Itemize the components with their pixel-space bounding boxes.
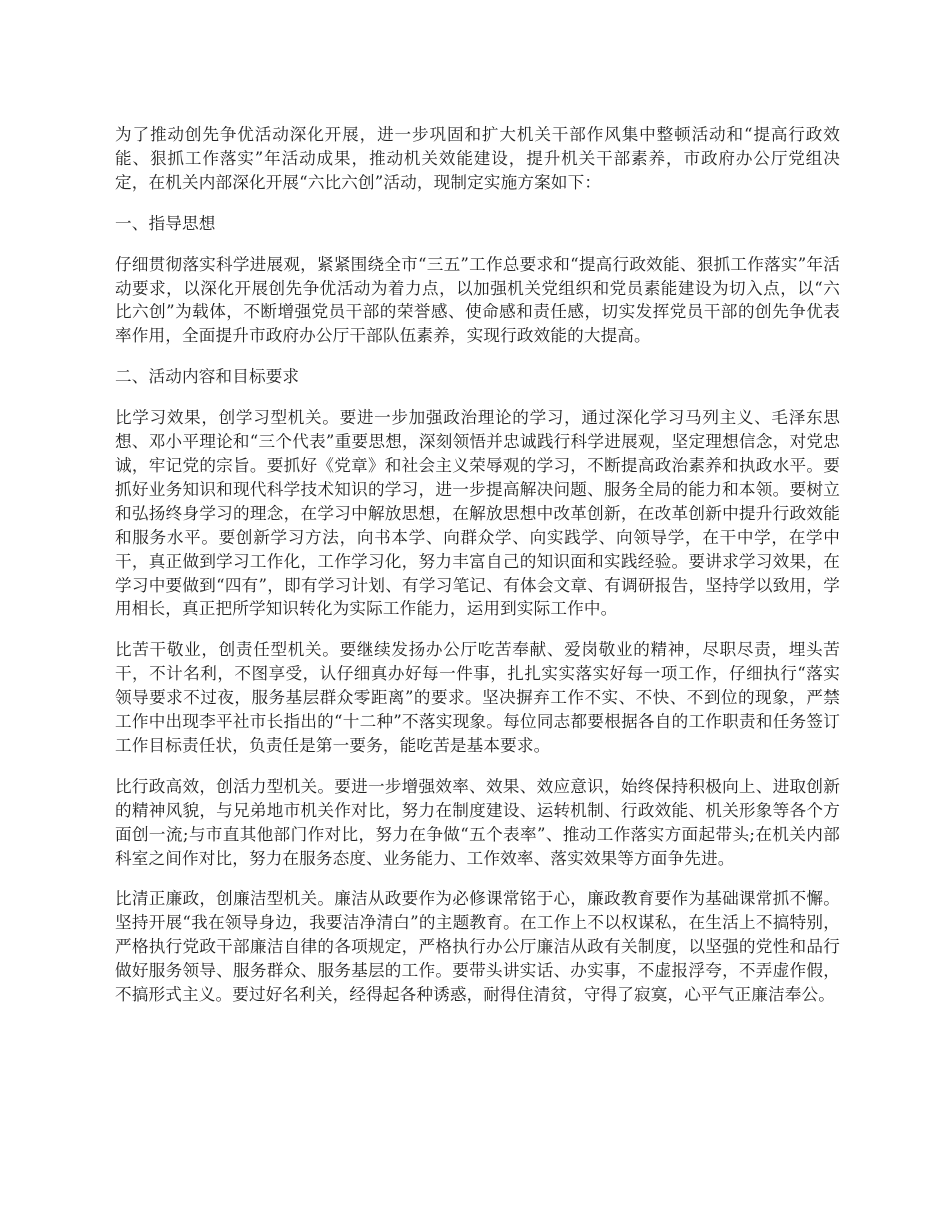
hard-work-paragraph: 比苦干敬业，创责任型机关。要继续发扬办公厅吃苦奉献、爱岗敬业的精神，尽职尽责，埋头苦干，不计名利，不图享受，认仔细真办好每一件事，扎扎实实落实好每一项工作，仔细执行“落实领导要求不过夜，服务基层群众零距离”的要求。坚决摒弃工作不实、不快、不到位的现象，严禁工作中出现李平社市长指出的“十二种”不落实现象。每位同志都要根据各自的工作职责和任务签订工作目标责任状，负责任是第一要务，能吃苦是基本要求。 xyxy=(115,640,840,755)
section-heading-guiding-ideology: 一、指导思想 xyxy=(115,213,216,233)
study-effect-paragraph: 比学习效果，创学习型机关。要进一步加强政治理论的学习，通过深化学习马列主义、毛泽东思想、邓小平理论和“三个代表”重要思想，深刻领悟并忠诚践行科学进展观，坚定理想信念，对党忠诚，牢记党的宗旨。要抓好《党章》和社会主义荣辱观的学习，不断提高政治素养和执政水平。要抓好业务知识和现代科学技术知识的学习，进一步提高解决问题、服务全局的能力和本领。要树立和弘扬终身学习的理念，在学习中解放思想，在解放思想中改革创新，在改革创新中提升行政效能和服务水平。要创新学习方法，向书本学、向群众学、向实践学、向领导学，在干中学，在学中干，真正做到学习工作化，工作学习化，努力丰富自己的知识面和实践经验。要讲求学习效果，在学习中要做到“四有”，即有学习计划、有学习笔记、有体会文章、有调研报告，坚持学以致用，学用相长，真正把所学知识转化为实际工作能力，运用到实际工作中。 xyxy=(115,408,840,619)
document-body xyxy=(115,123,840,1024)
intro-paragraph: 为了推动创先争优活动深化开展，进一步巩固和扩大机关干部作风集中整顿活动和“提高行政效能、狠抓工作落实”年活动成果，推动机关效能建设，提升机关干部素养，市政府办公厅党组决定，在机关内部深化开展“六比六创”活动，现制定实施方案如下： xyxy=(115,125,840,192)
guiding-ideology-paragraph: 仔细贯彻落实科学进展观，紧紧围绕全市“三五”工作总要求和“提高行政效能、狠抓工作落实”年活动要求，以深化开展创先争优活动为着力点，以加强机关党组织和党员素能建设为切入点，以“六比六创”为载体，不断增强党员干部的荣誉感、使命感和责任感，切实发挥党员干部的创先争优表率作用，全面提升市政府办公厅干部队伍素养，实现行政效能的大提高。 xyxy=(115,254,840,346)
efficiency-paragraph: 比行政高效，创活力型机关。要进一步增强效率、效果、效应意识，始终保持积极向上、进取创新的精神风貌，与兄弟地市机关作对比，努力在制度建设、运转机制、行政效能、机关形象等各个方面创一流;与市直其他部门作对比，努力在争做“五个表率”、推动工作落实方面起带头;在机关内部科室之间作对比，努力在服务态度、业务能力、工作效率、落实效果等方面争先进。 xyxy=(115,776,840,868)
integrity-paragraph: 比清正廉政，创廉洁型机关。廉洁从政要作为必修课常铭于心，廉政教育要作为基础课常抓不懈。坚持开展“我在领导身边，我要洁净清白”的主题教育。在工作上不以权谋私，在生活上不搞特别，严格执行党政干部廉洁自律的各项规定，严格执行办公厅廉洁从政有关制度，以坚强的党性和品行做好服务领导、服务群众、服务基层的工作。要带头讲实话、办实事，不虚报浮夸，不弄虚作假，不搞形式主义。要过好名利关，经得起各种诱惑，耐得住清贫，守得了寂寞，心平气正廉洁奉公。 xyxy=(115,889,840,1005)
section-heading-activity-content: 二、活动内容和目标要求 xyxy=(115,367,300,387)
